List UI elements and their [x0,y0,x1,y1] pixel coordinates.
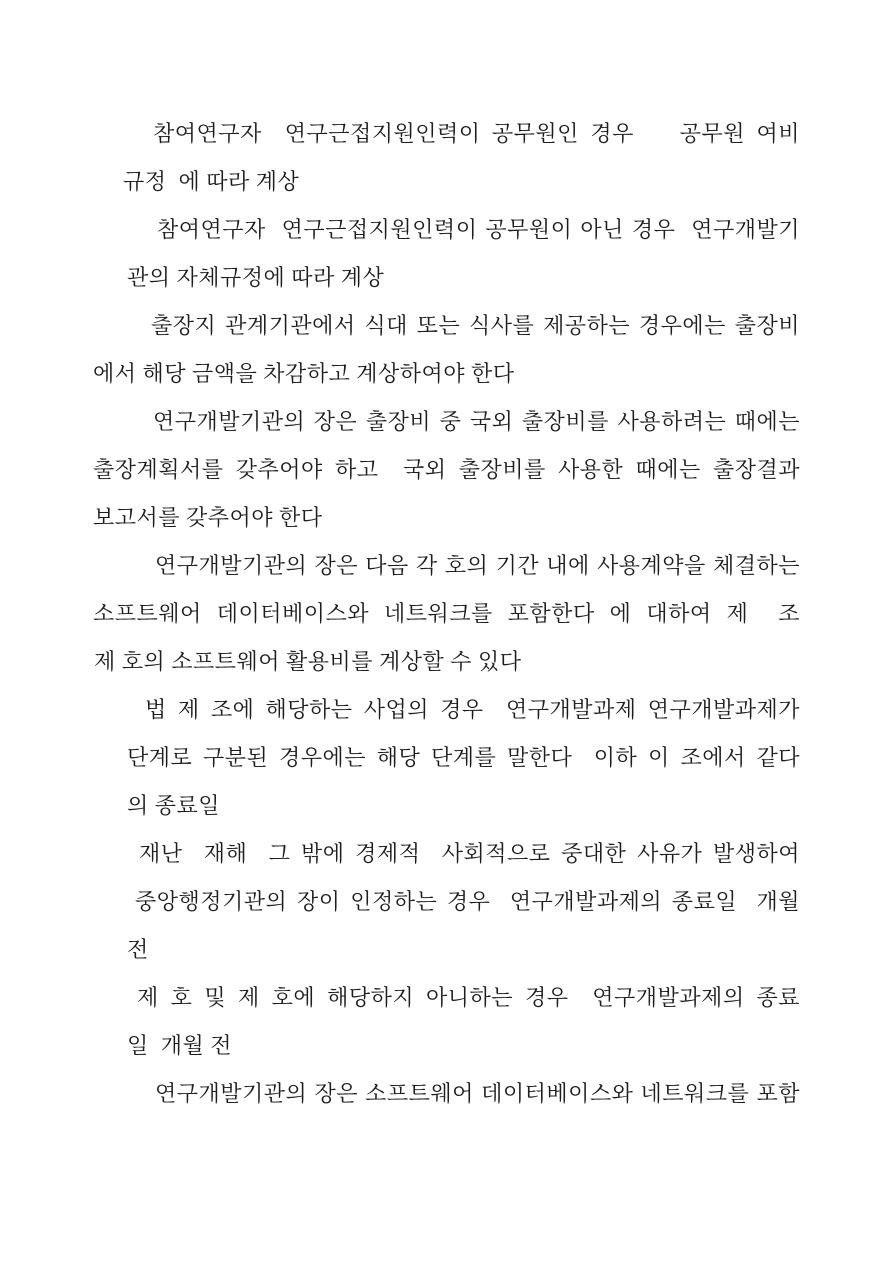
text-line: 전 [127,937,149,962]
text-line: 출장지 관계기관에서 식대 또는 식사를 제공하는 경우에는 출장비 [151,313,800,338]
text-line: 연구개발기관의 장은 출장비 중 국외 출장비를 사용하려는 때에는 [153,409,800,434]
text-line: 중앙행정기관의 장이 인정하는 경우 연구개발과제의 종료일 개월 [135,889,800,914]
text-line: 연구개발기관의 장은 다음 각 호의 기간 내에 사용계약을 체결하는 [155,553,800,578]
text-line: 연구개발기관의 장은 소프트웨어 데이터베이스와 네트워크를 포함 [155,1081,800,1106]
text-line: 규정 에 따라 계상 [123,169,300,194]
text-line: 참여연구자 연구근접지원인력이 공무원인 경우 공무원 여비 [153,121,800,146]
text-line: 관의 자체규정에 따라 계상 [127,265,385,290]
text-line: 제 호의 소프트웨어 활용비를 계상할 수 있다 [94,649,522,674]
text-line: 보고서를 갖추어야 한다 [93,505,323,530]
text-line: 제 호 및 제 호에 해당하지 아니하는 경우 연구개발과제의 종료 [137,985,800,1010]
text-line: 의 종료일 [127,793,221,818]
text-line: 법 제 조에 해당하는 사업의 경우 연구개발과제 연구개발과제가 [145,697,800,722]
text-line: 참여연구자 연구근접지원인력이 공무원이 아닌 경우 연구개발기 [157,217,800,242]
document-text-block [93,110,800,1118]
text-line: 재난 재해 그 밖에 경제적 사회적으로 중대한 사유가 발생하여 [139,841,800,866]
text-line: 소프트웨어 데이터베이스와 네트워크를 포함한다 에 대하여 제 조 [93,601,800,626]
text-line: 에서 해당 금액을 차감하고 계상하여야 한다 [93,361,515,386]
text-line: 단계로 구분된 경우에는 해당 단계를 말한다 이하 이 조에서 같다 [127,745,800,770]
text-line: 출장계획서를 갖추어야 하고 국외 출장비를 사용한 때에는 출장결과 [93,457,800,482]
text-line: 일 개월 전 [127,1033,233,1058]
